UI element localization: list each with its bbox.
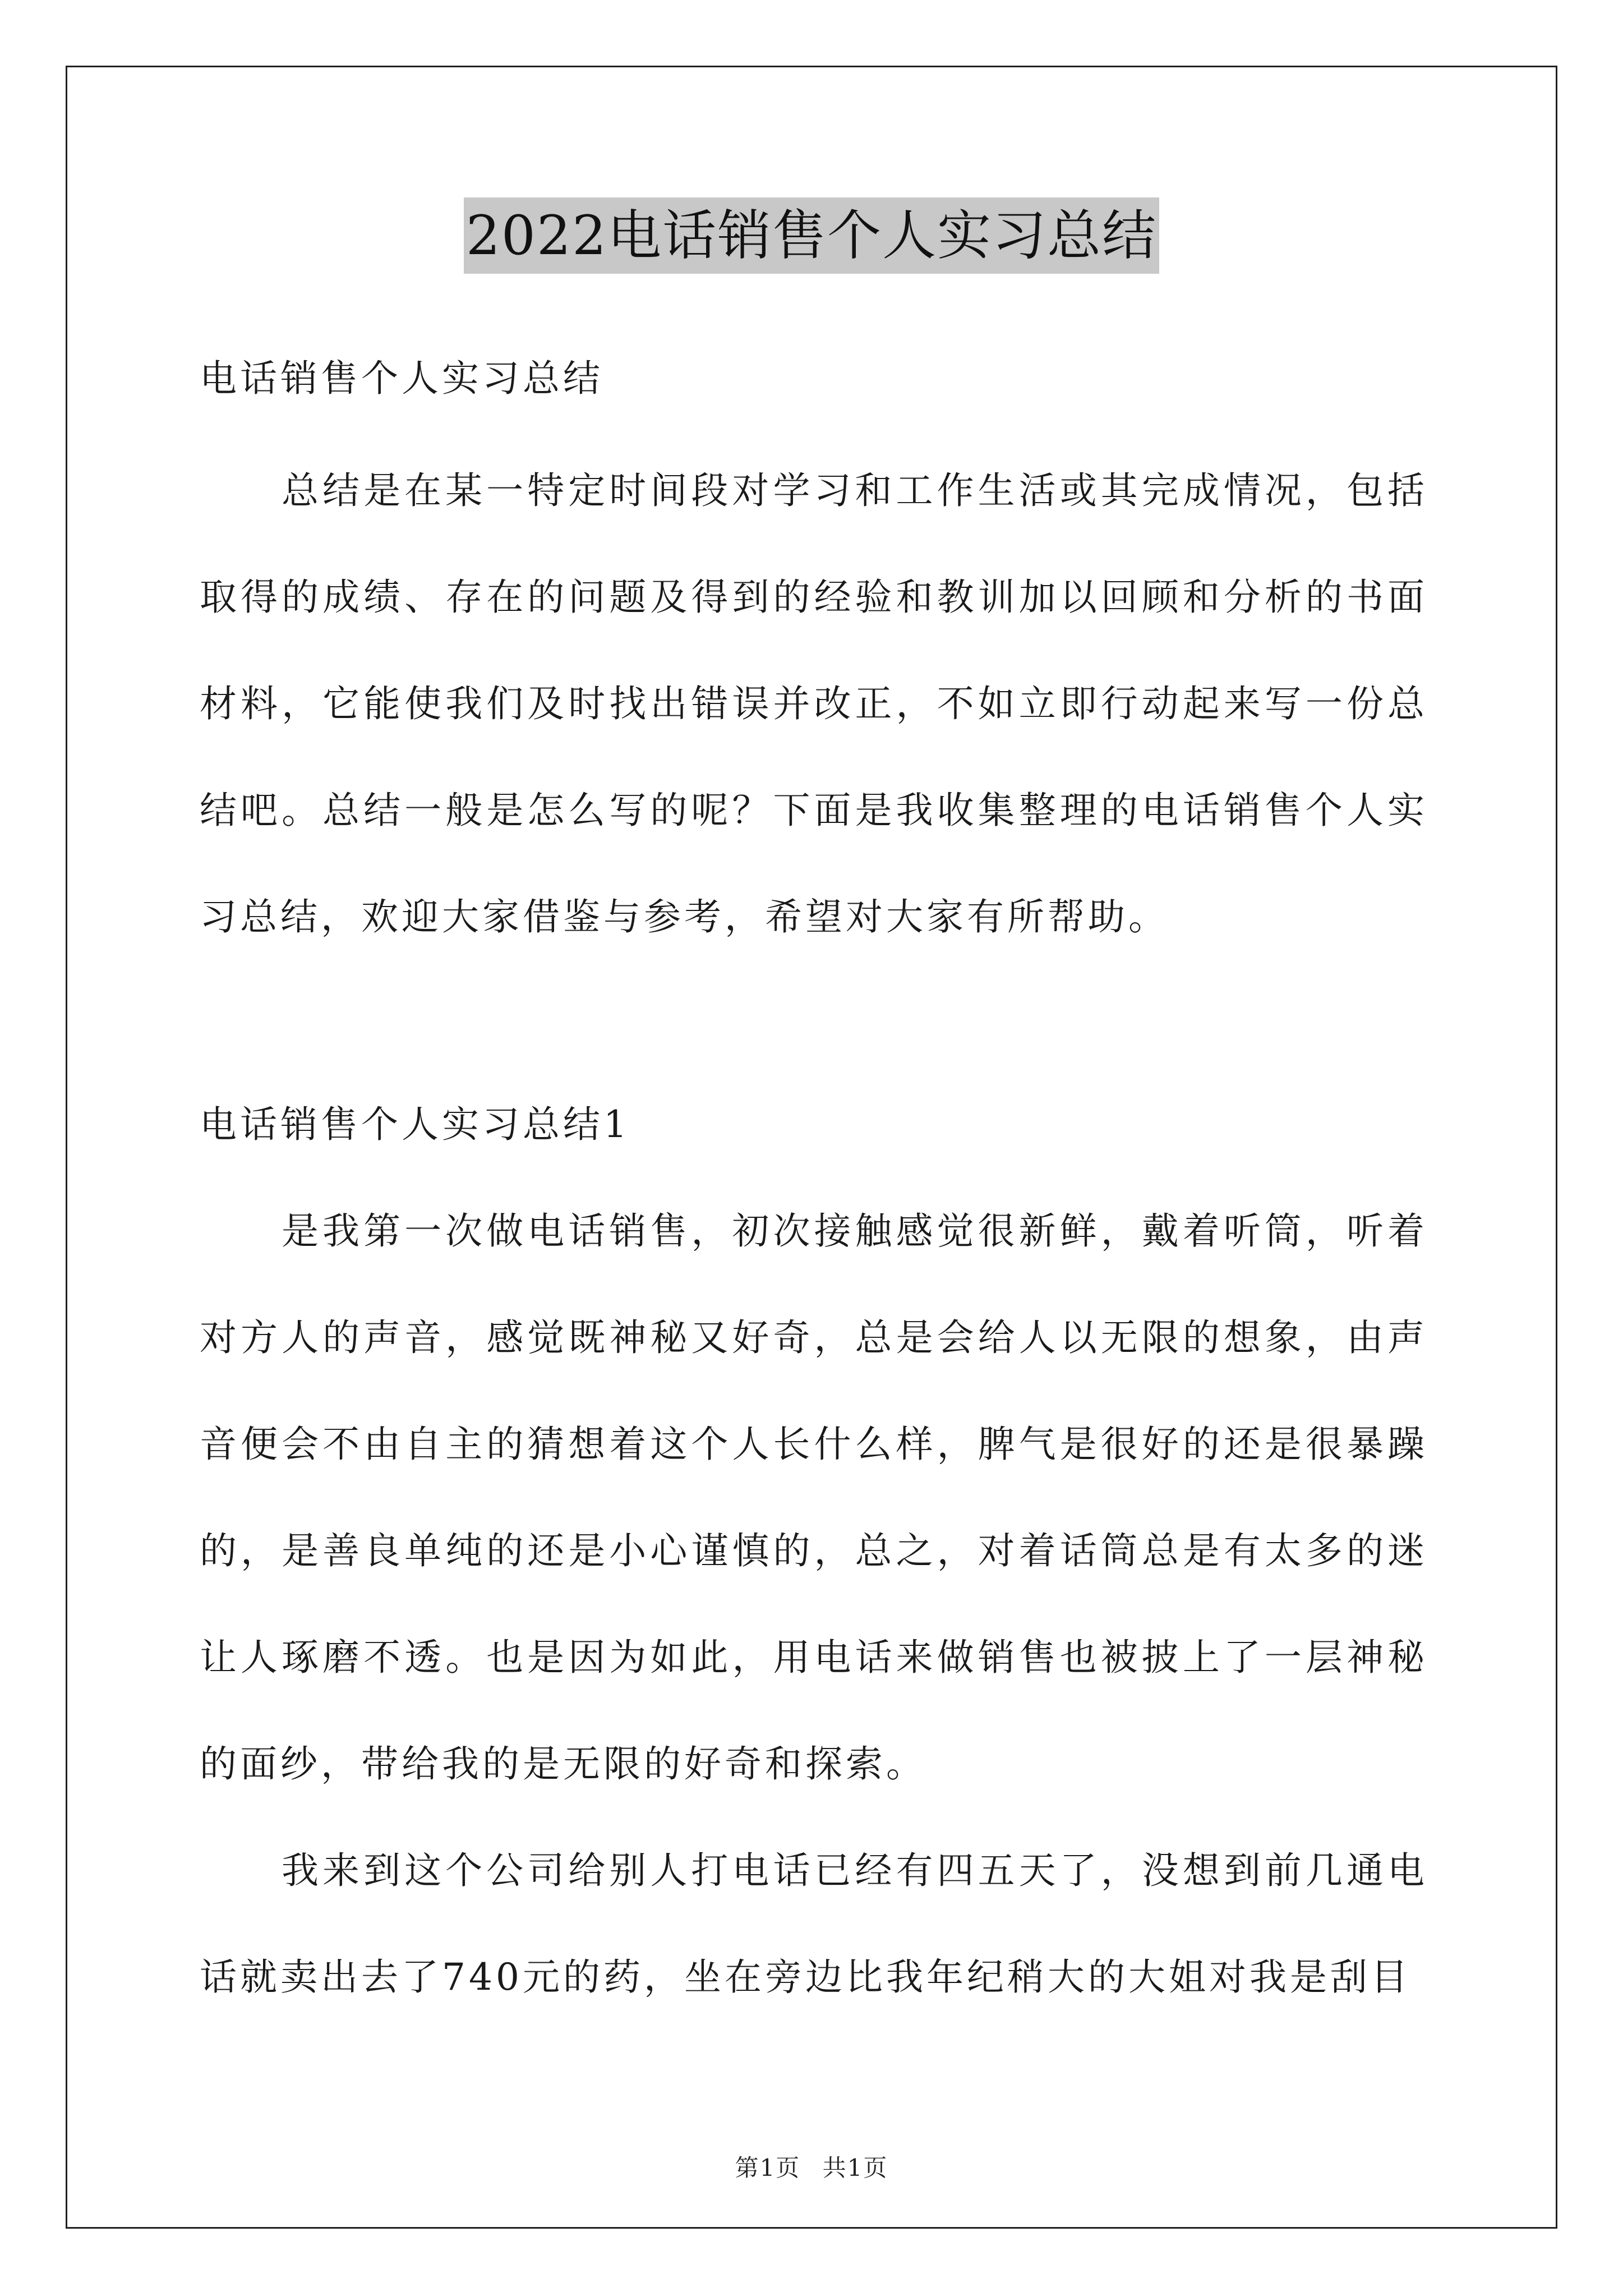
page-number-total: 共1页	[822, 2154, 888, 2182]
intro-paragraph: 总结是在某一特定时间段对学习和工作生活或其完成情况，包括取得的成绩、存在的问题及得到的经验和教训加以回顾和分析的书面材料，它能使我们及时找出错误并改正，不如立即行动起来写一份总结吧。总结一般是怎么写的呢？下面是我收集整理的电话销售个人实习总结，欢迎大家借鉴与参考，希望对大家有所帮助。	[200, 469, 1428, 938]
page-footer	[0, 2150, 1623, 2183]
title-container	[0, 197, 1623, 274]
section1-paragraph-2: 我来到这个公司给别人打电话已经有四五天了，没想到前几通电话就卖出去了740元的药，坐在旁边比我年纪稍大的大姐对我是刮目	[200, 1849, 1428, 1999]
document-subtitle: 电话销售个人实习总结	[200, 357, 603, 400]
section1-body	[200, 1178, 1428, 2031]
document-title: 2022电话销售个人实习总结	[464, 197, 1159, 274]
page-number-current: 第1页	[735, 2154, 801, 2182]
section1-paragraph-1: 是我第一次做电话销售，初次接触感觉很新鲜，戴着听筒，听着对方人的声音，感觉既神秘又好奇，总是会给人以无限的想象，由声音便会不由自主的猜想着这个人长什么样，脾气是很好的还是很暴躁的，是善良单纯的还是小心谨慎的，总之，对着话筒总是有太多的迷让人琢磨不透。也是因为如此，用电话来做销售也被披上了一层神秘的面纱，带给我的是无限的好奇和探索。	[200, 1209, 1428, 1786]
section1-heading: 电话销售个人实习总结1	[200, 1103, 630, 1146]
intro-section	[200, 438, 1428, 970]
